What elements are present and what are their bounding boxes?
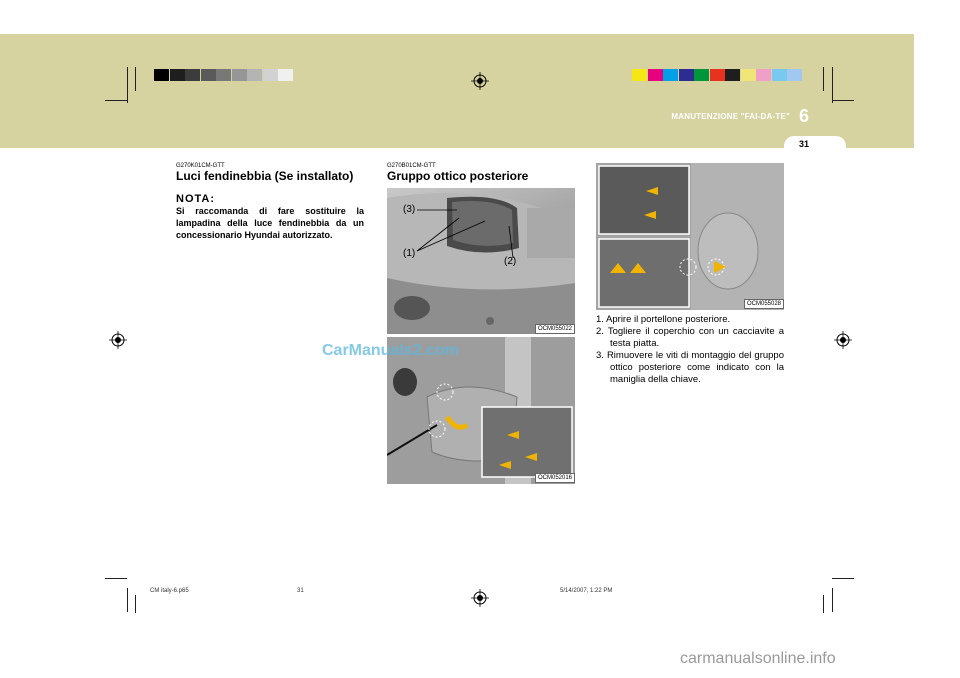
color-swatch [710, 69, 725, 81]
color-swatch [694, 69, 709, 81]
color-swatch [679, 69, 694, 81]
callout-1: (1) [403, 248, 416, 259]
crop-mark [823, 67, 824, 91]
color-swatch [741, 69, 756, 81]
color-swatch [201, 69, 216, 81]
registration-mark-icon [471, 589, 489, 607]
registration-mark-icon [471, 72, 489, 90]
crop-mark [135, 595, 136, 613]
list-item: 2. Togliere il coperchio con un cacciavite a testa piatta. [596, 326, 784, 349]
section-title: Luci fendinebbia (Se installato) [176, 169, 354, 183]
photo-code: OCM055028 [744, 299, 784, 309]
fog-light-section [176, 163, 364, 241]
color-swatch [185, 69, 200, 81]
color-swatch [154, 69, 169, 81]
nota-text: Si raccomanda di fare sostituire la lampadina della luce fendinebbia da un concessionario Hyundai autorizzato. [176, 206, 364, 240]
photo-code: OCM052016 [535, 473, 575, 483]
nota-label: NOTA: [176, 193, 216, 205]
color-swatch [278, 69, 293, 81]
rear-light-removal-photo [596, 163, 784, 310]
rear-light-photo [387, 188, 575, 334]
color-swatch [232, 69, 247, 81]
color-swatch [756, 69, 771, 81]
callout-2: (2) [504, 256, 517, 267]
section-code: G270B01CM-GTT [387, 163, 436, 169]
color-swatch [648, 69, 663, 81]
color-swatch [663, 69, 678, 81]
footer-page: 31 [297, 588, 304, 594]
color-swatch [263, 69, 278, 81]
instruction-list [596, 314, 784, 386]
color-swatch [247, 69, 262, 81]
color-swatch [787, 69, 802, 81]
crop-mark [105, 100, 127, 101]
crop-mark [105, 578, 127, 579]
callout-3: (3) [403, 204, 416, 215]
list-item: 3. Rimuovere le viti di montaggio del gruppo ottico posteriore come indicato con la maniglia della chiave. [596, 350, 784, 385]
crop-mark [127, 67, 128, 103]
color-swatch [632, 69, 647, 81]
crop-mark [823, 595, 824, 613]
footer-file: CM italy-6.p65 [150, 588, 189, 594]
color-swatch [170, 69, 185, 81]
watermark-top: CarManuals2.com [322, 342, 459, 359]
crop-mark [127, 588, 128, 612]
section-title: Gruppo ottico posteriore [387, 169, 529, 183]
watermark-bottom: carmanualsonline.info [680, 650, 836, 667]
removal-illustration [596, 163, 784, 310]
registration-mark-icon [109, 331, 127, 349]
photo-code: OCM055022 [535, 324, 575, 334]
color-swatch [725, 69, 740, 81]
crop-mark [832, 67, 833, 103]
footer-date: 5/14/2007, 1:22 PM [560, 588, 613, 594]
list-item: 1. Aprire il portellone posteriore. [596, 314, 731, 325]
rear-light-section [387, 163, 575, 183]
color-swatch [772, 69, 787, 81]
registration-mark-icon [834, 331, 852, 349]
color-swatch [216, 69, 231, 81]
crop-mark [832, 588, 833, 612]
crop-mark [832, 578, 854, 579]
crop-mark [832, 100, 854, 101]
crop-mark [135, 67, 136, 91]
header-band [0, 34, 914, 148]
chapter-number: 6 [798, 106, 809, 126]
page-number: 31 [798, 139, 809, 149]
chapter-label: MANUTENZIONE "FAI-DA-TE" [671, 112, 790, 121]
section-code: G270K01CM-GTT [176, 163, 225, 169]
